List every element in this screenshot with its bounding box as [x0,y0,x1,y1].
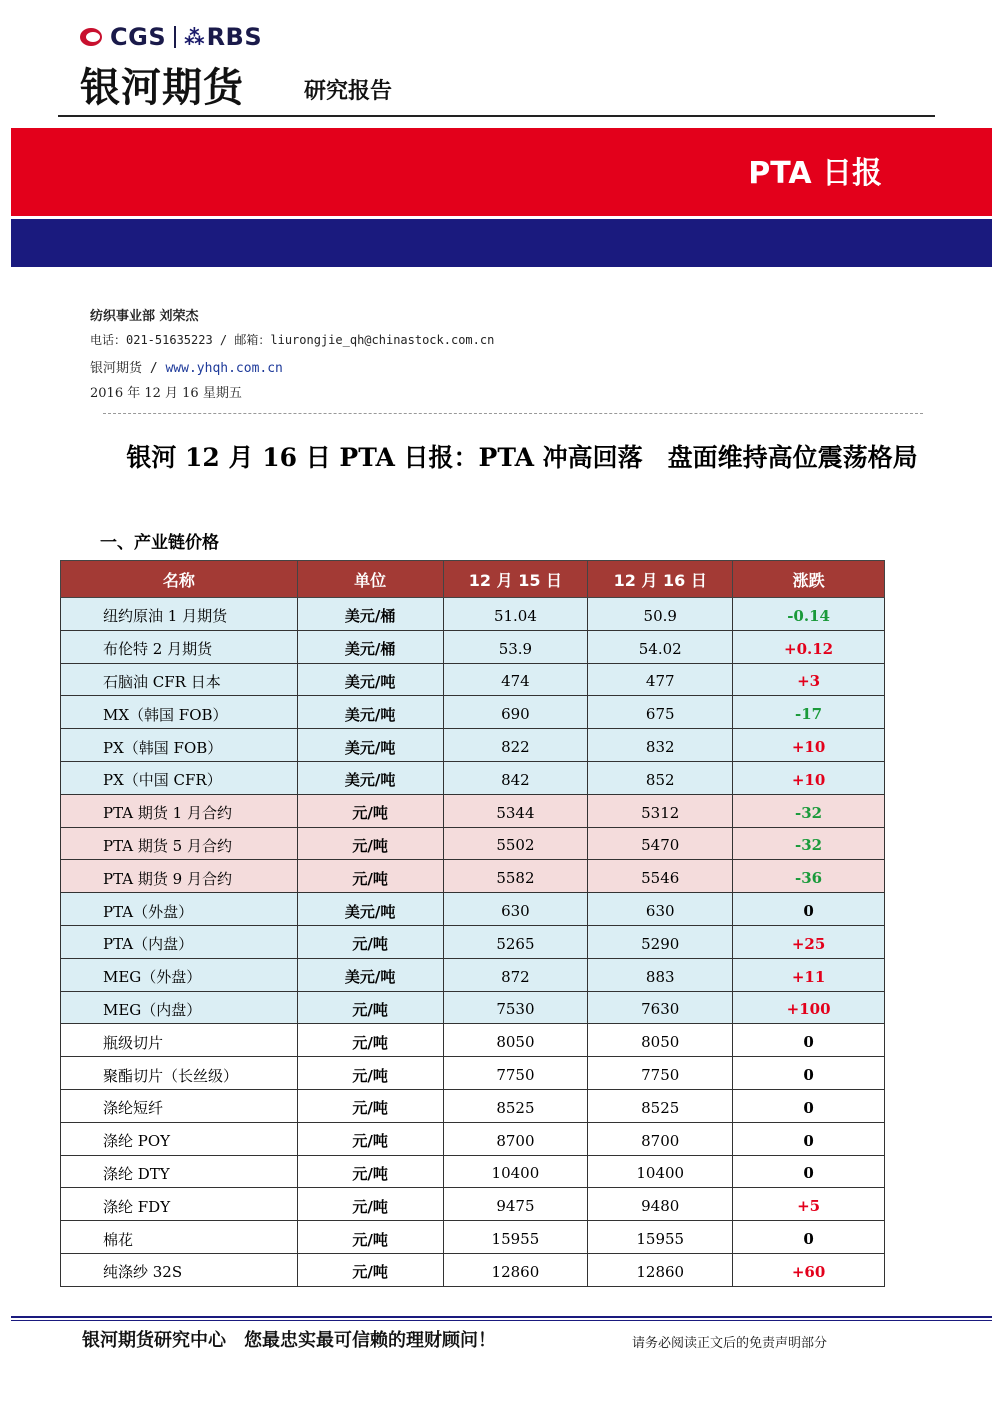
cell-unit: 美元/吨 [297,893,443,926]
table-row [61,1089,885,1122]
table-row [61,1155,885,1188]
cell-change: +10 [733,761,885,794]
table-row [61,1188,885,1221]
cell-change: +100 [733,991,885,1024]
cell-unit: 美元/桶 [297,598,443,631]
col-header-date2: 12 月 16 日 [588,561,733,598]
cell-name: MEG（内盘） [61,991,298,1024]
cell-dec16: 832 [588,729,733,762]
site-link[interactable]: www.yhqh.com.cn [165,361,283,376]
cell-unit: 元/吨 [297,1253,443,1286]
cell-dec16: 15955 [588,1221,733,1254]
cell-name: PTA（内盘） [61,925,298,958]
band-title: PTA 日报 [748,156,882,191]
table-row [61,1024,885,1057]
cell-dec15: 8700 [443,1122,588,1155]
cell-unit: 美元/吨 [297,958,443,991]
table-row [61,860,885,893]
cell-dec15: 5582 [443,860,588,893]
cell-dec15: 5344 [443,794,588,827]
logo-row [80,22,262,52]
dashed-divider [103,413,923,414]
cell-unit: 美元/吨 [297,696,443,729]
cell-dec16: 883 [588,958,733,991]
cell-name: 涤纶 DTY [61,1155,298,1188]
cell-name: 棉花 [61,1221,298,1254]
cell-dec16: 50.9 [588,598,733,631]
cell-dec16: 5290 [588,925,733,958]
table-row [61,827,885,860]
cell-dec16: 5470 [588,827,733,860]
cell-unit: 元/吨 [297,1057,443,1090]
doc-type: 研究报告 [304,79,393,104]
table-row [61,1057,885,1090]
cell-dec16: 5546 [588,860,733,893]
table-row [61,893,885,926]
cell-dec15: 822 [443,729,588,762]
table-row [61,794,885,827]
cell-dec16: 5312 [588,794,733,827]
cell-unit: 元/吨 [297,794,443,827]
cell-dec15: 690 [443,696,588,729]
cell-dec15: 842 [443,761,588,794]
cell-dec16: 630 [588,893,733,926]
cell-name: PTA 期货 9 月合约 [61,860,298,893]
cell-change: -17 [733,696,885,729]
cell-name: MEG（外盘） [61,958,298,991]
footer-rule-thin [11,1320,992,1321]
cell-dec16: 8050 [588,1024,733,1057]
table-header-row [61,561,885,598]
cell-change: 0 [733,893,885,926]
cgs-logo-icon [80,26,106,48]
contact-line: 电话：021-51635223 / 邮箱：liurongjie_qh@chinastock.com.cn [90,333,495,347]
report-title: 银河 12 月 16 日 PTA 日报：PTA 冲高回落 盘面维持高位震荡格局 [126,443,918,472]
cell-change: 0 [733,1057,885,1090]
cell-change: 0 [733,1221,885,1254]
table-row [61,1253,885,1286]
col-header-change: 涨跌 [733,561,885,598]
cell-dec16: 8525 [588,1089,733,1122]
cell-name: 纽约原油 1 月期货 [61,598,298,631]
cell-change: -32 [733,794,885,827]
cell-dec16: 8700 [588,1122,733,1155]
logo-divider [174,26,176,48]
rbs-logo-icon: ⁂ [184,25,205,49]
cell-change: 0 [733,1024,885,1057]
cell-change: +0.12 [733,630,885,663]
cell-dec16: 675 [588,696,733,729]
cell-change: -36 [733,860,885,893]
cell-dec16: 852 [588,761,733,794]
col-header-date1: 12 月 15 日 [443,561,588,598]
cell-unit: 美元/桶 [297,630,443,663]
cell-dec15: 8050 [443,1024,588,1057]
table-row [61,761,885,794]
author-line: 纺织事业部 刘荣杰 [90,309,199,324]
footer-slogan: 银河期货研究中心 您最忠实最可信赖的理财顾问！ [82,1330,496,1351]
cell-change: +5 [733,1188,885,1221]
cell-unit: 元/吨 [297,1155,443,1188]
cell-dec15: 51.04 [443,598,588,631]
cell-name: 涤纶 POY [61,1122,298,1155]
cell-change: +60 [733,1253,885,1286]
cell-unit: 美元/吨 [297,761,443,794]
cell-dec16: 54.02 [588,630,733,663]
col-header-name: 名称 [61,561,298,598]
date-line: 2016 年 12 月 16 星期五 [90,386,242,401]
cell-unit: 元/吨 [297,1122,443,1155]
cell-change: -32 [733,827,885,860]
cell-dec15: 8525 [443,1089,588,1122]
cell-unit: 元/吨 [297,827,443,860]
table-row [61,598,885,631]
site-prefix: 银河期货 / [90,361,166,376]
table-row [61,1122,885,1155]
cell-name: MX（韩国 FOB） [61,696,298,729]
table-row [61,991,885,1024]
cell-unit: 元/吨 [297,1188,443,1221]
cell-dec15: 474 [443,663,588,696]
cell-dec15: 53.9 [443,630,588,663]
cell-unit: 美元/吨 [297,663,443,696]
cell-dec15: 10400 [443,1155,588,1188]
cell-name: 纯涤纱 32S [61,1253,298,1286]
price-table [60,560,885,1287]
table-row [61,958,885,991]
cell-unit: 元/吨 [297,925,443,958]
cell-name: 布伦特 2 月期货 [61,630,298,663]
cell-name: 瓶级切片 [61,1024,298,1057]
table-row [61,663,885,696]
footer-disclaimer: 请务必阅读正文后的免责声明部分 [632,1336,828,1351]
cell-dec16: 10400 [588,1155,733,1188]
cell-change: 0 [733,1122,885,1155]
cell-dec16: 9480 [588,1188,733,1221]
cell-unit: 元/吨 [297,1024,443,1057]
footer-rule [11,1316,992,1318]
cell-dec15: 7750 [443,1057,588,1090]
header-rule [58,115,935,117]
table-row [61,696,885,729]
cell-name: 石脑油 CFR 日本 [61,663,298,696]
cell-name: PX（韩国 FOB） [61,729,298,762]
table-row [61,925,885,958]
cell-change: +3 [733,663,885,696]
cell-dec15: 12860 [443,1253,588,1286]
cell-name: PTA（外盘） [61,893,298,926]
col-header-unit: 单位 [297,561,443,598]
cell-name: PTA 期货 5 月合约 [61,827,298,860]
cell-dec15: 872 [443,958,588,991]
cell-dec15: 5502 [443,827,588,860]
cell-change: +10 [733,729,885,762]
logo-rbs-text: RBS [206,23,263,51]
logo-cgs-text: CGS [110,23,167,51]
cell-unit: 元/吨 [297,1221,443,1254]
table-row [61,1221,885,1254]
table-row [61,630,885,663]
cell-dec16: 7750 [588,1057,733,1090]
title-band-blue [11,219,992,267]
cell-dec15: 7530 [443,991,588,1024]
brand-name: 银河期货 [80,65,244,111]
cell-dec15: 15955 [443,1221,588,1254]
cell-unit: 元/吨 [297,991,443,1024]
section-title: 一、产业链价格 [100,533,219,553]
cell-change: 0 [733,1089,885,1122]
cell-name: 涤纶 FDY [61,1188,298,1221]
cell-change: +25 [733,925,885,958]
cell-dec16: 12860 [588,1253,733,1286]
cell-dec15: 630 [443,893,588,926]
cell-change: 0 [733,1155,885,1188]
cell-unit: 美元/吨 [297,729,443,762]
cell-name: PTA 期货 1 月合约 [61,794,298,827]
cell-dec15: 5265 [443,925,588,958]
cell-name: 聚酯切片（长丝级） [61,1057,298,1090]
cell-unit: 元/吨 [297,1089,443,1122]
site-line [90,357,283,376]
cell-change: +11 [733,958,885,991]
cell-change: -0.14 [733,598,885,631]
cell-unit: 元/吨 [297,860,443,893]
cell-dec16: 477 [588,663,733,696]
cell-dec16: 7630 [588,991,733,1024]
cell-dec15: 9475 [443,1188,588,1221]
cell-name: PX（中国 CFR） [61,761,298,794]
cell-name: 涤纶短纤 [61,1089,298,1122]
table-row [61,729,885,762]
